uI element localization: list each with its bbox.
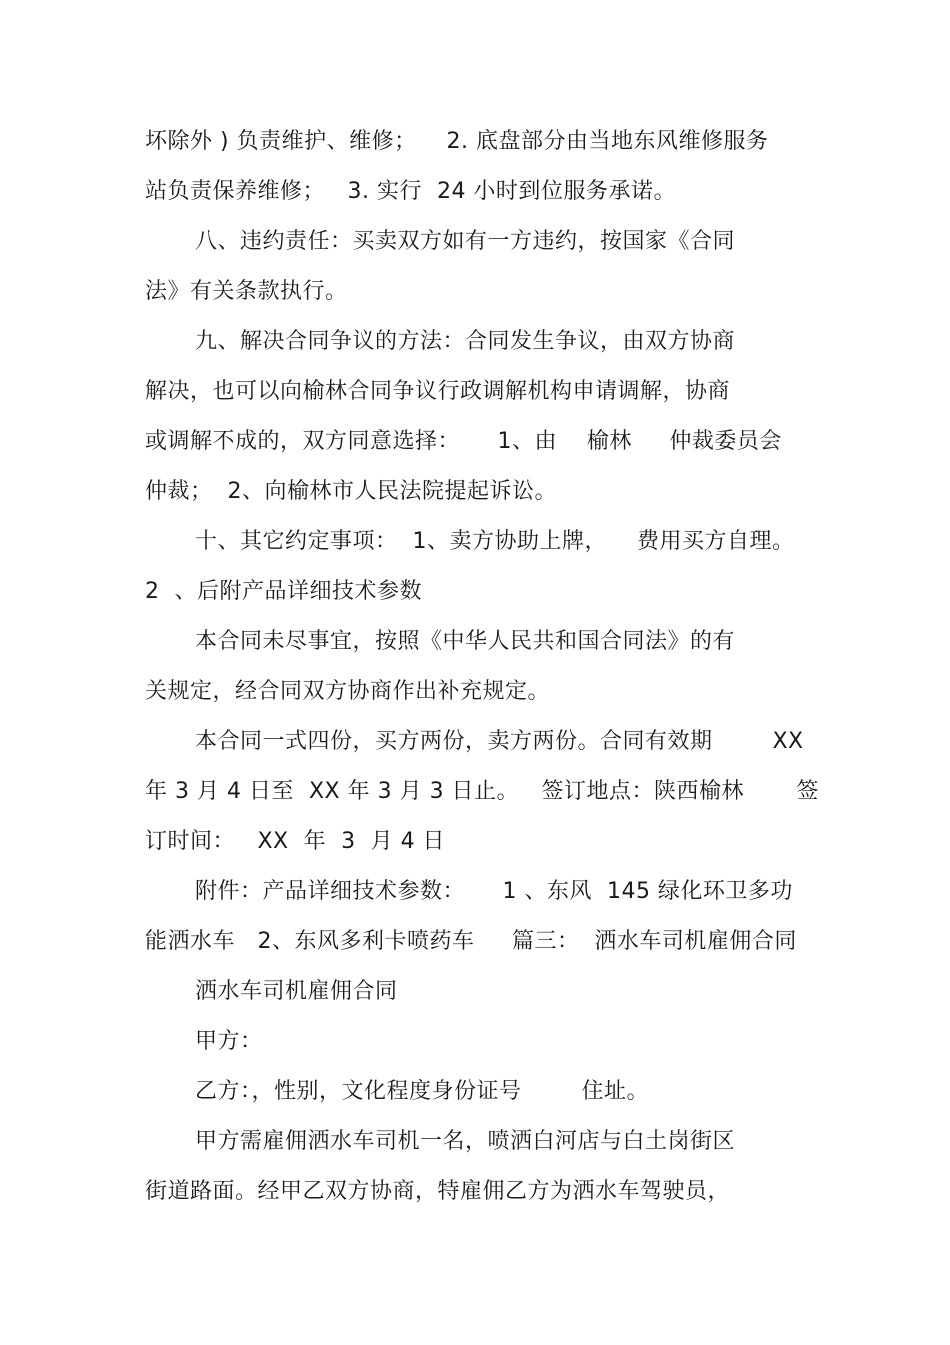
text-line: 或调解不成的，双方同意选择： 1、由 榆林 仲裁委员会 bbox=[145, 429, 782, 454]
text-line: 洒水车司机雇佣合同 bbox=[195, 979, 398, 1004]
text-line: 解决，也可以向榆林合同争议行政调解机构申请调解，协商 bbox=[145, 379, 731, 404]
text-line: 九、解决合同争议的方法：合同发生争议，由双方协商 bbox=[195, 329, 736, 354]
text-line: 甲方需雇佣洒水车司机一名，喷洒白河店与白土岗街区 bbox=[195, 1129, 736, 1154]
text-line: 关规定，经合同双方协商作出补充规定。 bbox=[145, 679, 551, 704]
text-line: 本合同一式四份，买方两份，卖方两份。合同有效期 XX bbox=[195, 729, 804, 754]
text-line: 年 3 月 4 日至 XX 年 3 月 3 日止。 签订地点：陕西榆林 签 bbox=[145, 779, 819, 804]
text-line: 仲裁； 2、向榆林市人民法院提起诉讼。 bbox=[145, 479, 557, 504]
text-line: 附件：产品详细技术参数： 1 、东风 145 绿化环卫多功 bbox=[195, 879, 793, 904]
text-line: 乙方：，性别，文化程度身份证号 住址。 bbox=[195, 1079, 649, 1104]
text-line: 甲方： bbox=[195, 1029, 263, 1054]
text-line: 能洒水车 2、东风多利卡喷药车 篇三： 洒水车司机雇佣合同 bbox=[145, 929, 797, 954]
text-line: 坏除外 ) 负责维护、维修； 2. 底盘部分由当地东风维修服务 bbox=[145, 129, 769, 154]
text-line: 订时间： XX 年 3 月 4 日 bbox=[145, 829, 446, 854]
text-line: 十、其它约定事项： 1、卖方协助上牌， 费用买方自理。 bbox=[195, 529, 795, 554]
text-line: 法》有关条款执行。 bbox=[145, 279, 348, 304]
text-line: 站负责保养维修； 3. 实行 24 小时到位服务承诺。 bbox=[145, 179, 676, 204]
text-line: 街道路面。经甲乙双方协商，特雇佣乙方为洒水车驾驶员， bbox=[145, 1179, 731, 1204]
text-line: 2 、后附产品详细技术参数 bbox=[145, 579, 422, 604]
text-line: 本合同未尽事宜，按照《中华人民共和国合同法》的有 bbox=[195, 629, 736, 654]
text-line: 八、违约责任：买卖双方如有一方违约，按国家《合同 bbox=[195, 229, 736, 254]
